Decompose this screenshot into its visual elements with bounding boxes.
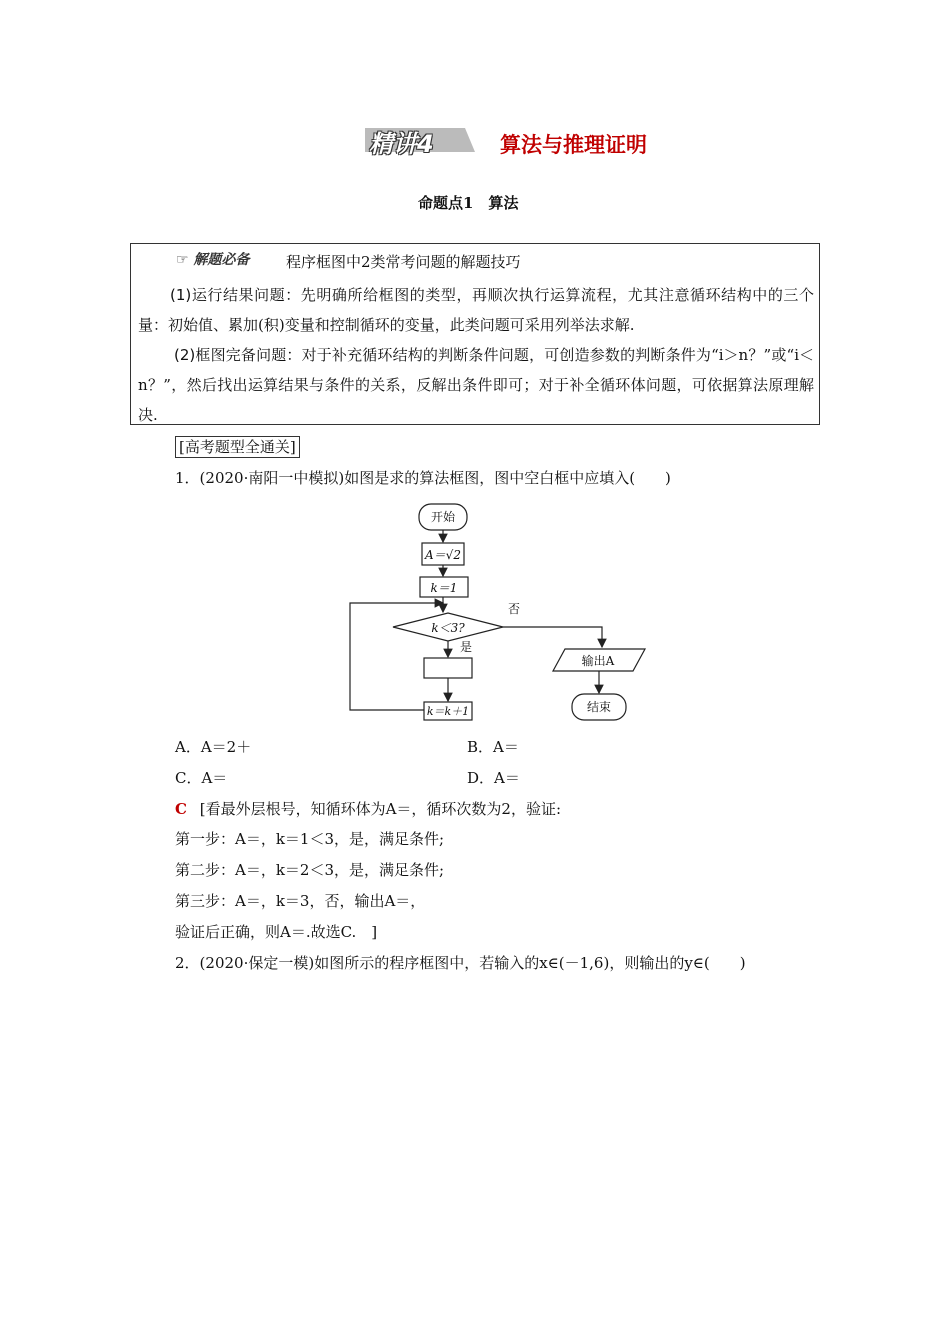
option-a[interactable]: A．A＝2＋ — [175, 738, 252, 756]
answer-step-2: 第二步：A＝，k＝2＜3，是，满足条件; — [175, 861, 445, 879]
answer-intro: [看最外层根号，知循环体为A＝，循环次数为2，验证: — [199, 800, 562, 818]
question-1-stem: 1．(2020·南阳一中模拟)如图是求的算法框图，图中空白框中应填入( ) — [175, 469, 671, 487]
flow-yes-label: 是 — [459, 640, 473, 654]
chapter-badge — [365, 124, 475, 156]
option-b[interactable]: B．A＝ — [467, 738, 519, 756]
flow-loop-back-arrow — [350, 603, 443, 710]
option-c[interactable]: C．A＝ — [175, 769, 228, 787]
flow-start-text: 开始 — [430, 510, 456, 524]
hand-icon: ☞ — [176, 252, 189, 268]
flow-increment-text: k＝k＋1 — [426, 705, 470, 718]
answer-line — [175, 798, 561, 819]
badge-text: 精讲4 — [369, 130, 434, 158]
flow-condition-text: k＜3? — [431, 621, 465, 635]
flowchart — [340, 500, 660, 725]
section-label: [高考题型全通关] — [175, 436, 300, 458]
answer-conclusion: 验证后正确，则A＝.故选C. ] — [175, 923, 378, 941]
tip-tag — [176, 249, 249, 269]
tip-tag-label: 解题必备 — [193, 252, 250, 268]
flow-output-text: 输出A — [581, 654, 615, 668]
option-d[interactable]: D．A＝ — [467, 769, 520, 787]
answer-step-3: 第三步：A＝，k＝3，否，输出A＝， — [175, 892, 426, 910]
flow-init-k-text: k＝1 — [430, 581, 458, 595]
answer-step-1: 第一步：A＝，k＝1＜3，是，满足条件; — [175, 830, 445, 848]
tip-p2-bold: (2)框图完备问题： — [174, 346, 302, 364]
flow-init-a-text: A＝√2 — [425, 548, 461, 562]
section-title: 命题点1 算法 — [418, 194, 519, 212]
tip-paragraph-2 — [138, 340, 814, 430]
flow-blank-box[interactable] — [424, 658, 472, 678]
tip-p1-text: 先明确所给框图的类型，再顺次执行运算流程，尤其注意循环结构中的三个量：初始值、累加(积)变量和控制循环的变量，此类问题可采用列举法求解. — [138, 286, 814, 334]
tip-paragraph-1 — [138, 280, 814, 340]
tip-heading: 程序框图中2类常考问题的解题技巧 — [286, 253, 521, 271]
flow-end-text: 结束 — [586, 700, 612, 714]
tip-p1-bold: (1)运行结果问题： — [170, 286, 301, 304]
chapter-title: 算法与推理证明 — [500, 133, 647, 157]
flow-no-label: 否 — [507, 602, 521, 616]
question-2-stem: 2．(2020·保定一模)如图所示的程序框图中，若输入的x∈(－1,6)，则输出的y∈( ) — [175, 954, 746, 972]
flow-arrow-no — [503, 627, 602, 647]
answer-letter: C — [175, 800, 187, 818]
tip-p2-text: 对于补充循环结构的判断条件问题，可创造参数的判断条件为“i＞n？”或“i＜n？”，然后找出运算结果与条件的关系，反解出条件即可；对于补全循环体问题，可依据算法原理解决. — [138, 346, 815, 424]
